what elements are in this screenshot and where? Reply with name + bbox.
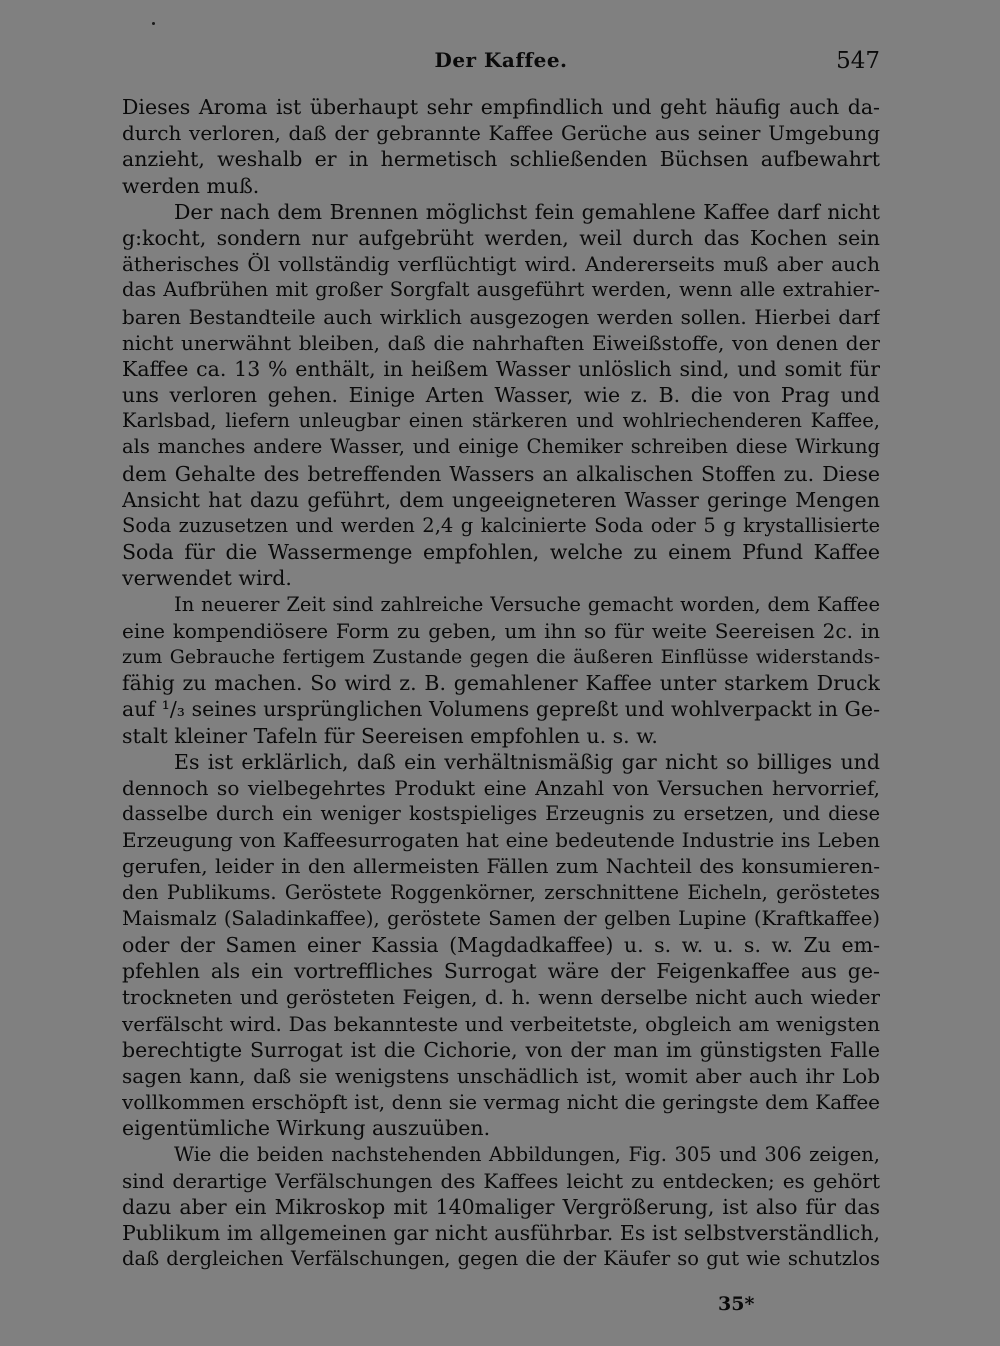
text-line: trockneten und gerösteten Feigen, d. h. wenn derselbe nicht auch wieder (122, 985, 880, 1010)
text-line: sind derartige Verfälschungen des Kaffees leicht zu entdecken; es gehört (122, 1168, 880, 1193)
text-line: Es ist erklärlich, daß ein verhältnismäßig gar nicht so billiges und (174, 749, 880, 774)
signature-mark: 35* (718, 1293, 755, 1315)
text-line: ätherisches Öl vollständig verflüchtigt wird. Andererseits muß aber auch (122, 252, 880, 277)
text-line: Soda für die Wassermenge empfohlen, welche zu einem Pfund Kaffee (122, 540, 880, 565)
text-line: dasselbe durch ein weniger kostspieliges Erzeugnis zu ersetzen, und diese (122, 802, 880, 826)
text-line: anzieht, weshalb er in hermetisch schließenden Büchsen aufbewahrt (122, 147, 880, 172)
text-line: Erzeugung von Kaffeesurrogaten hat eine bedeutende Industrie ins Leben (122, 828, 880, 853)
text-line: sagen kann, daß sie wenigstens unschädlich ist, womit aber auch ihr Lob (122, 1063, 880, 1088)
text-line: gerufen, leider in den allermeisten Fällen zum Nachteil des konsumieren- (122, 854, 880, 879)
text-line: vollkommen erschöpft ist, denn sie vermag nicht die geringste dem Kaffee (122, 1090, 880, 1115)
text-line: Publikum im allgemeinen gar nicht ausführbar. Es ist selbstverständlich, (122, 1221, 880, 1246)
page-number: 547 (836, 48, 880, 74)
text-line: berechtigte Surrogat ist die Cichorie, von der man im günstigsten Falle (122, 1037, 880, 1062)
text-line: Karlsbad, liefern unleugbar einen stärkeren und wohlriechenderen Kaffee, (122, 409, 880, 433)
text-line: fähig zu machen. So wird z. B. gemahlener Kaffee unter starkem Druck (122, 671, 880, 696)
running-title: Der Kaffee. (434, 48, 568, 72)
text-line: baren Bestandteile auch wirklich ausgezogen werden sollen. Hierbei darf (122, 304, 880, 329)
text-line: werden muß. (122, 173, 260, 198)
text-line: zum Gebrauche fertigem Zustande gegen die äußeren Einflüsse widerstands- (122, 645, 880, 668)
text-line: dem Gehalte des betreffenden Wassers an alkalischen Stoffen zu. Diese (122, 461, 880, 486)
print-speck (152, 22, 155, 25)
text-line: Dieses Aroma ist überhaupt sehr empfindlich und geht häufig auch da- (122, 95, 880, 119)
text-line: als manches andere Wasser, und einige Chemiker schreiben diese Wirkung (122, 435, 880, 459)
text-line: Ansicht hat dazu geführt, dem ungeeigneteren Wasser geringe Mengen (122, 487, 880, 512)
text-line: verfälscht wird. Das bekannteste und verbeitetste, obgleich am wenigsten (122, 1011, 880, 1036)
text-line: das Aufbrühen mit großer Sorgfalt ausgeführt werden, wenn alle extrahier- (122, 278, 880, 302)
page-header (122, 48, 880, 78)
text-line: eigentümliche Wirkung auszuüben. (122, 1116, 491, 1141)
text-line: oder der Samen einer Kassia (Magdadkaffee) u. s. w. u. s. w. Zu em- (122, 933, 880, 957)
text-line: nicht unerwähnt bleiben, daß die nahrhaften Eiweißstoffe, von denen der (122, 330, 880, 355)
text-line: g:kocht, sondern nur aufgebrüht werden, weil durch das Kochen sein (122, 225, 880, 250)
text-line: Soda zuzusetzen und werden 2,4 g kalcinierte Soda oder 5 g krystallisierte (122, 514, 880, 537)
text-line: Maismalz (Saladinkaffee), geröstete Samen der gelben Lupine (Kraftkaffee) (122, 906, 880, 930)
text-line: durch verloren, daß der gebrannte Kaffee Gerüche aus seiner Umgebung (122, 121, 880, 146)
text-line: Der nach dem Brennen möglichst fein gemahlene Kaffee darf nicht (174, 199, 880, 224)
text-line: eine kompendiösere Form zu geben, um ihn so für weite Seereisen 2c. in (122, 618, 880, 643)
text-line: uns verloren gehen. Einige Arten Wasser, wie z. B. die von Prag und (122, 383, 880, 408)
text-line: den Publikums. Geröstete Roggenkörner, zerschnittene Eicheln, geröstetes (122, 880, 880, 904)
text-line: Wie die beiden nachstehenden Abbildungen, Fig. 305 und 306 zeigen, (174, 1142, 880, 1166)
body-text (122, 94, 880, 1272)
text-line: In neuerer Zeit sind zahlreiche Versuche gemacht worden, dem Kaffee (174, 592, 880, 616)
text-line: Kaffee ca. 13 % enthält, in heißem Wasser unlöslich sind, und somit für (122, 356, 880, 381)
text-line: dazu aber ein Mikroskop mit 140maliger Vergrößerung, ist also für das (122, 1194, 880, 1219)
text-line: verwendet wird. (122, 566, 292, 591)
text-line: dennoch so vielbegehrtes Produkt eine Anzahl von Versuchen hervorrief, (122, 775, 880, 800)
text-line: stalt kleiner Tafeln für Seereisen empfohlen u. s. w. (122, 723, 658, 748)
text-line: pfehlen als ein vortreffliches Surrogat wäre der Feigenkaffee aus ge- (122, 959, 880, 984)
text-line: auf ¹/₃ seines ursprünglichen Volumens gepreßt und wohlverpackt in Ge- (122, 697, 880, 722)
text-line: daß dergleichen Verfälschungen, gegen die der Käufer so gut wie schutzlos (122, 1247, 880, 1271)
